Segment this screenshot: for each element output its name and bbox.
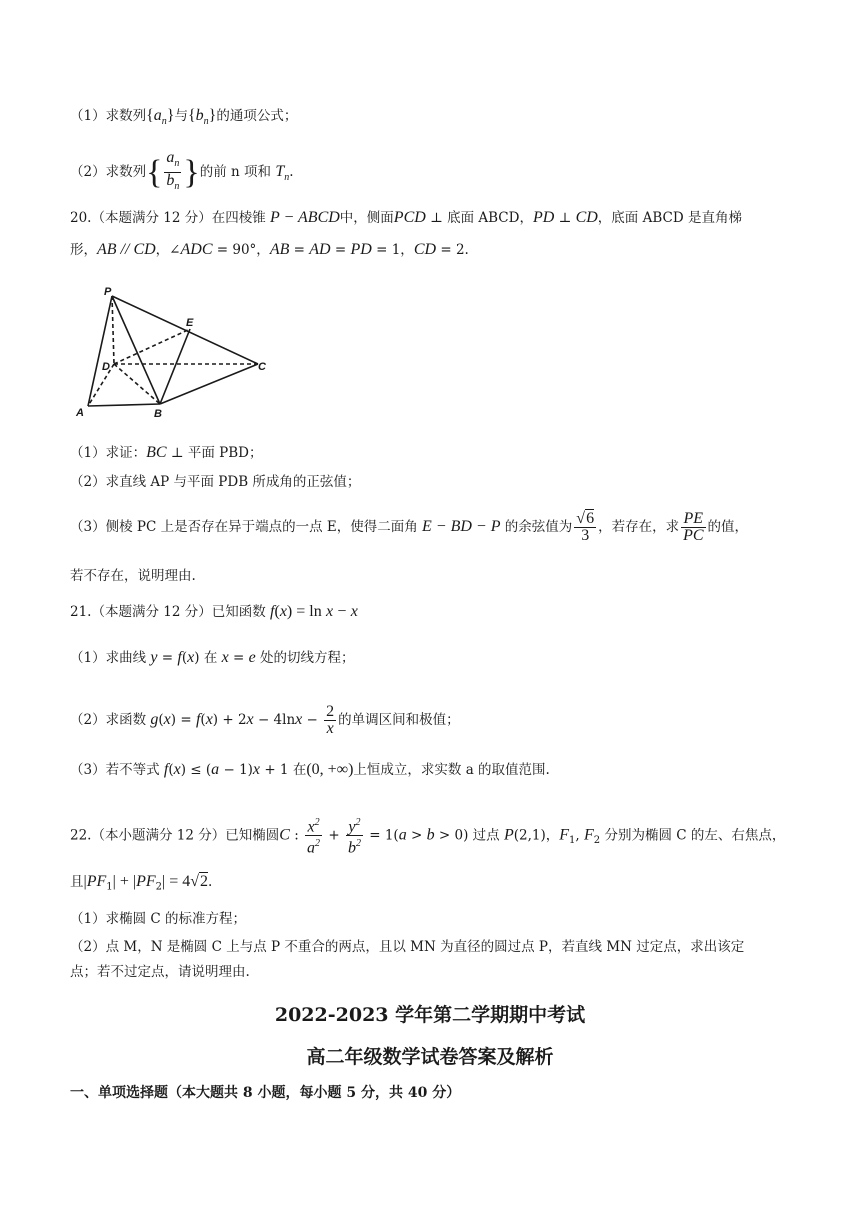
text: （3）若不等式 (70, 762, 160, 778)
q22-part1 (70, 909, 246, 929)
text: （1）求椭圆 C 的标准方程； (70, 911, 247, 927)
q20-part3: （3）侧棱 PC 上是否存在异于端点的一点 E，使得二面角 E − BD − P 的余弦值为 $\frac{√6}{3}$ ，若存在，求 $\frac{PE}{PC}$ 的值， (70, 510, 749, 544)
q22-head: 22.（本小题满分 12 分）已知椭圆C : $\frac{x^2}{a^2}$ + $\frac{y^2}{b^2}$ = 1(a > b > 0) 过点 P(2,1)，$F_1$, $F_2$ 分别为椭圆 C 的左、右焦点， (70, 817, 786, 857)
text: 22.（本小题满分 12 分）已知椭圆 (70, 827, 280, 844)
label-b: B (154, 408, 162, 420)
text: ，若存在，求 (598, 519, 680, 535)
answer-subtitle: 高二年级数学试卷答案及解析 (306, 1046, 554, 1068)
label-p: P (104, 286, 112, 298)
q20-part3-cont (70, 566, 196, 586)
q19-part2: （2）求数列{ $\frac{a_n}{b_n}$ }的前 n 项和 $T_n$. (70, 149, 294, 193)
text: （2）点 M，N 是椭圆 C 上与点 P 不重合的两点，且以 MN 为直径的圆过点 P，若直线 MN 过定点，求出该定 (70, 939, 745, 955)
answer-title: 2022-2023 学年第二学期期中考试 (274, 1004, 586, 1026)
text: （2）求数列 (70, 164, 147, 181)
section-heading: 一、单项选择题（本大题共 8 小题，每小题 5 分，共 40 分） (70, 1085, 461, 1101)
text: （2）求函数 (70, 712, 147, 728)
text: 过点 (472, 827, 500, 844)
text: 若不存在，说明理由. (70, 568, 196, 584)
q20-part2 (70, 472, 360, 492)
text: 形， (70, 242, 97, 258)
q22-part2 (70, 937, 744, 957)
q22-line2: 且$|PF_1| + |PF_2| = 4√2$. (70, 873, 213, 893)
q20-line2: 形，AB // CD，∠ADC = 90°，AB = AD = PD = 1，CD = 2. (70, 241, 469, 258)
label-a: A (76, 407, 84, 419)
text: 点；若不过定点，请说明理由. (70, 964, 250, 980)
text: 的通项公式； (216, 108, 298, 124)
q20-part1: （1）求证：BC ⊥ 平面 PBD； (70, 444, 263, 461)
text: （1）求证： (70, 445, 147, 461)
text: 上恒成立，求实数 a 的取值范围. (353, 762, 550, 778)
text: ，底面 ABCD 是直角梯 (597, 210, 742, 226)
label-e: E (186, 317, 194, 329)
q21-head: 21.（本题满分 12 分）已知函数 f(x) = ln x − x (70, 603, 358, 620)
text: 的单调区间和极值； (338, 712, 460, 728)
text: （2）求直线 AP 与平面 PDB 所成角的正弦值； (70, 474, 361, 490)
q20-head: 20.（本题满分 12 分）在四棱锥 P − ABCD中，侧面PCD ⊥ 底面 ABCD，PD ⊥ CD，底面 ABCD 是直角梯 (70, 209, 742, 226)
text: 与 (174, 108, 188, 124)
text: 的余弦值为 (504, 519, 573, 535)
text: 的值， (707, 519, 749, 535)
text: 且 (70, 874, 84, 890)
text: 的前 n 项和 (199, 164, 272, 181)
text: 在 (203, 650, 218, 666)
text: （1）求曲线 (70, 650, 147, 666)
text: （1）求数列 (70, 108, 147, 124)
text: 分别为椭圆 C 的左、右焦点， (604, 827, 786, 844)
label-d: D (102, 361, 110, 373)
q22-part2-cont (70, 962, 250, 982)
text: 20.（本题满分 12 分）在四棱锥 (70, 210, 266, 226)
text: 在 (292, 762, 307, 778)
q21-part1: （1）求曲线 y = f(x) 在 x = e 处的切线方程； (70, 649, 355, 666)
label-c: C (258, 361, 266, 373)
text: 处的切线方程； (260, 650, 355, 666)
text: （3）侧棱 PC 上是否存在异于端点的一点 E，使得二面角 (70, 519, 418, 535)
text: 平面 PBD； (187, 445, 263, 461)
text: 中，侧面 (339, 210, 394, 226)
text: 底面 ABCD， (447, 210, 533, 226)
q21-part3: （3）若不等式 f(x) ≤ (a − 1)x + 1 在(0, +∞)上恒成立，求实数 a 的取值范围. (70, 761, 550, 778)
q21-part2: （2）求函数 g(x) = f(x) + 2x − 4lnx − $\frac{2}{x}$ 的单调区间和极值； (70, 703, 460, 737)
pyramid-figure (72, 286, 282, 426)
text: 21.（本题满分 12 分）已知函数 (70, 604, 266, 620)
q19-part1: （1）求数列$\{a_n\}$与$\{b_n\}$的通项公式； (70, 107, 298, 128)
